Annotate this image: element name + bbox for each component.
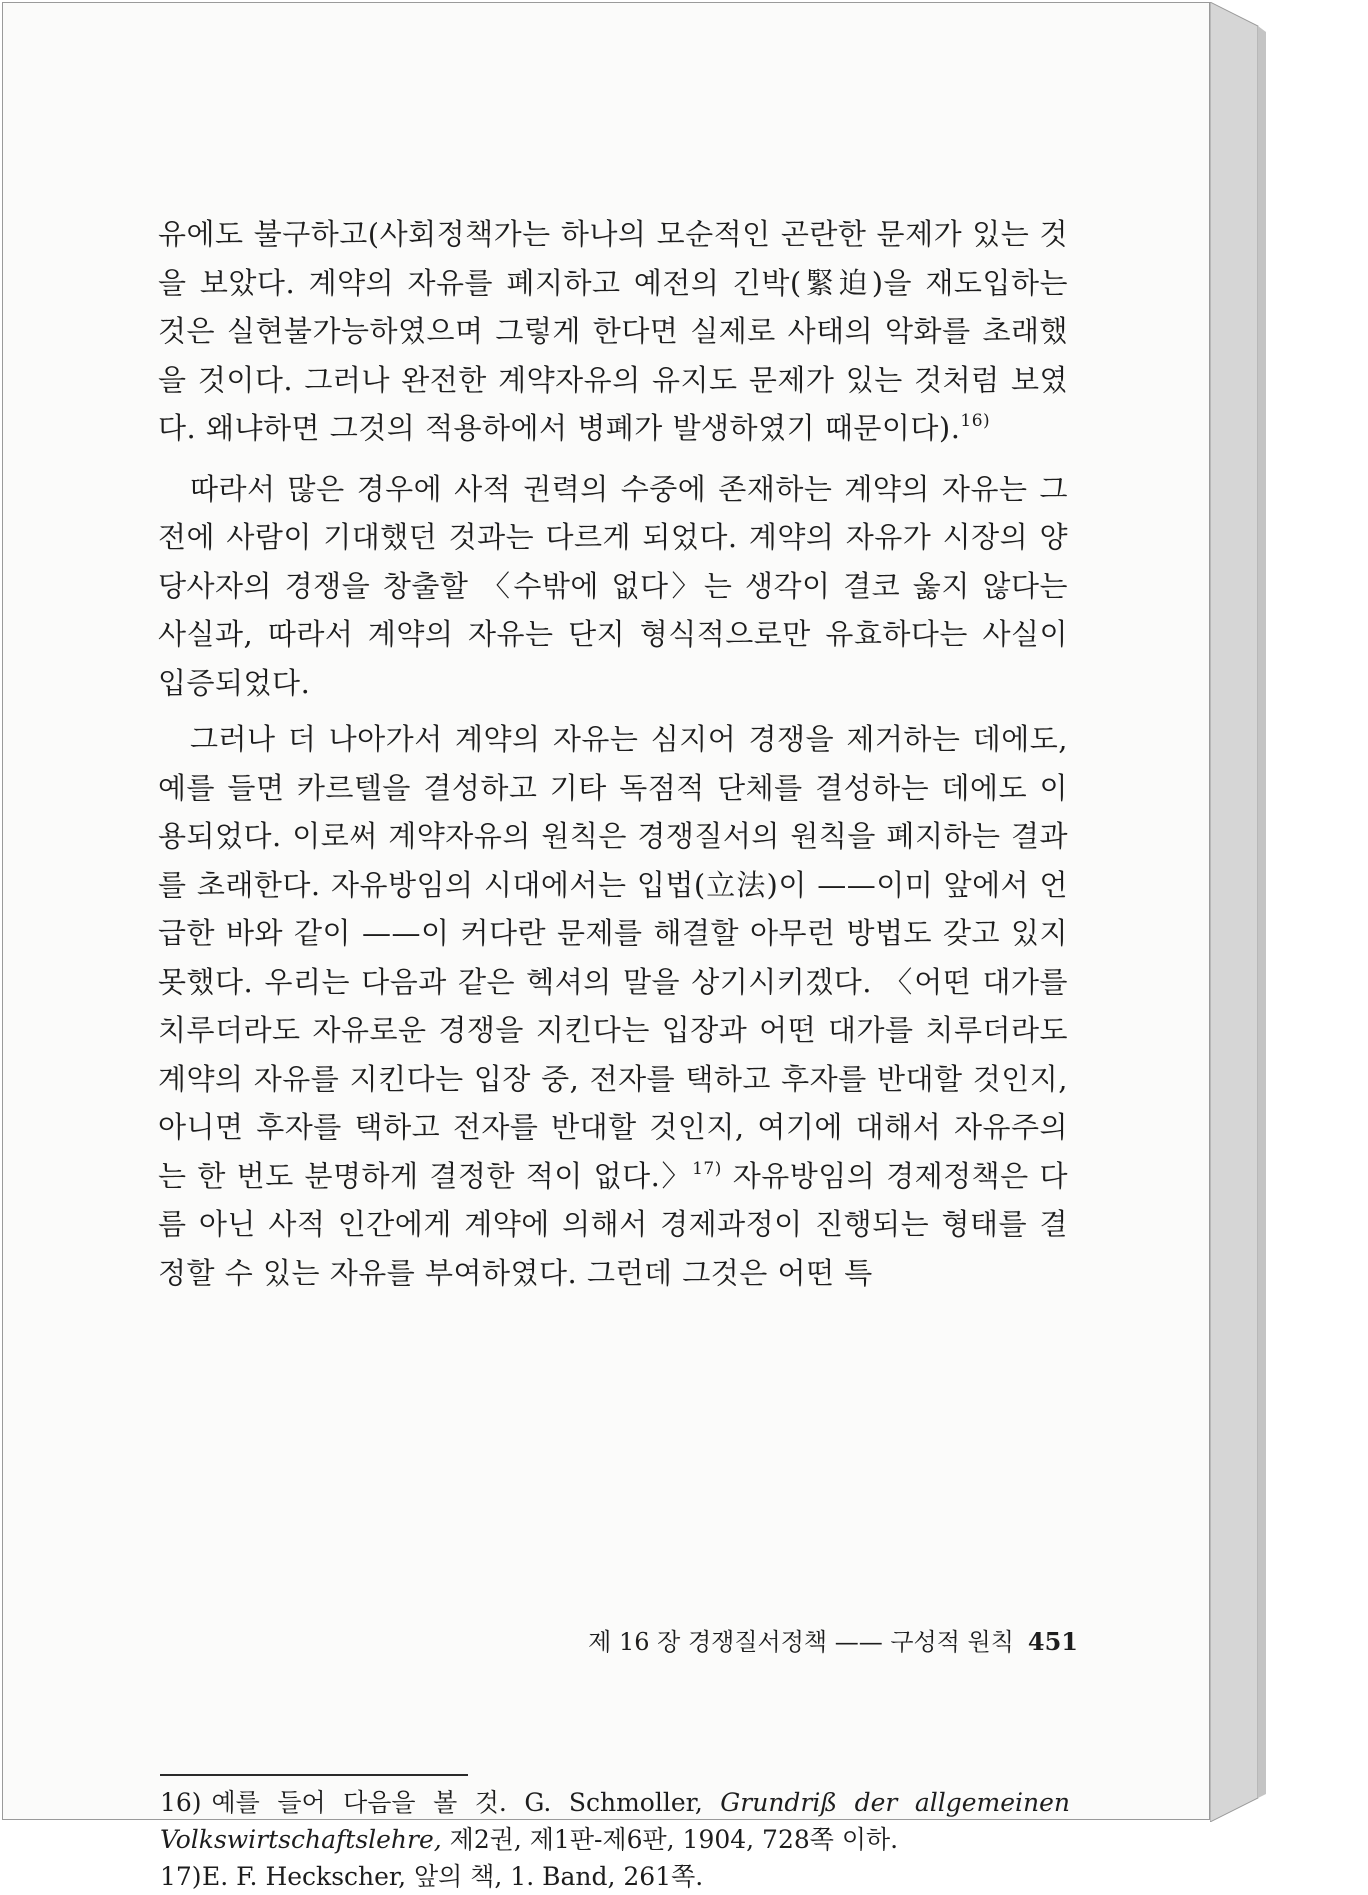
footnote-17 [160,1858,1070,1895]
footnote-number: 16) [160,1788,202,1817]
body-text [158,210,1068,1297]
footnote-text: 제2권, 제1판-제6판, 1904, 728쪽 이하. [441,1825,899,1854]
footnote-number: 17) [160,1862,202,1891]
paragraph: 따라서 많은 경우에 사적 권력의 수중에 존재하는 계약의 자유는 그 전에 사람이 기대했던 것과는 다르게 되었다. 계약의 자유가 시장의 양당사자의 경쟁을 창출할 〈수밖에 없다〉는 생각이 결코 옳지 않다는 사실과, 따라서 계약의 자유는 단지 형식적으로만 유효하다는 사실이 입증되었다. [158,471,1068,700]
footnote-16 [160,1784,1070,1858]
paragraph-text: 유에도 불구하고(사회정책가는 하나의 모순적인 곤란한 문제가 있는 것을 보았다. 계약의 자유를 폐지하고 예전의 긴박(緊迫)을 재도입하는 것은 실현불가능하였으며 그렇게 한다면 실제로 사태의 악화를 초래했을 것이다. 그러나 완전한 계약자유의 유지도 문제가 있는 것처럼 보였다. 왜냐하면 그것의 적용하에서 병폐가 발생하였기 때문이다). [158,217,1068,445]
paragraph-text: 자유방임의 경제정책은 다름 아닌 사적 인간에게 계약에 의해서 경제과정이 진행되는 형태를 결정할 수 있는 자유를 부여하였다. 그런데 그것은 어떤 특 [158,1158,1068,1290]
footnote-text: 예를 들어 다음을 볼 것. G. Schmoller, [211,1788,721,1817]
paragraph-text: 그러나 더 나아가서 계약의 자유는 심지어 경쟁을 제거하는 데에도, 예를 들면 카르텔을 결성하고 기타 독점적 단체를 결성하는 데에도 이용되었다. 이로써 계약자유의 원칙은 경쟁질서의 원칙을 폐지하는 결과를 초래한다. 자유방임의 시대에서는 입법(立法)이 ——이미 앞에서 언급한 바와 같이 ——이 커다란 문제를 해결할 아무런 방법도 갖고 있지 못했다. 우리는 다음과 같은 헥셔의 말을 상기시키겠다. 〈어떤 대가를 치루더라도 자유로운 경쟁을 지킨다는 입장과 어떤 대가를 치루더라도 계약의 자유를 지킨다는 입장 중, 전자를 택하고 후자를 반대할 것인지, 아니면 후자를 택하고 전자를 반대할 것인지, 여기에 대해서 자유주의는 한 번도 분명하게 결정한 적이 없다.〉 [158,722,1068,1193]
footnote-ref: 16) [960,411,991,431]
paragraph [158,715,1068,1297]
footnotes [160,1784,1070,1895]
paragraph [158,210,1068,453]
footnote-book-title: Grundriß der allgemeinen Volkswirtschaftslehre, [160,1788,1071,1854]
page-stack-edge [1210,2,1268,1822]
footnote-divider [160,1774,468,1776]
footnote-ref: 17) [692,1158,722,1179]
footnote-text: E. F. Heckscher, 앞의 책, 1. Band, 261쪽. [201,1862,704,1891]
chapter-title: 제 16 장 경쟁질서정책 —— 구성적 원칙 [588,1628,1014,1656]
page-number: 451 [1027,1627,1078,1656]
running-footer [548,1622,1078,1657]
